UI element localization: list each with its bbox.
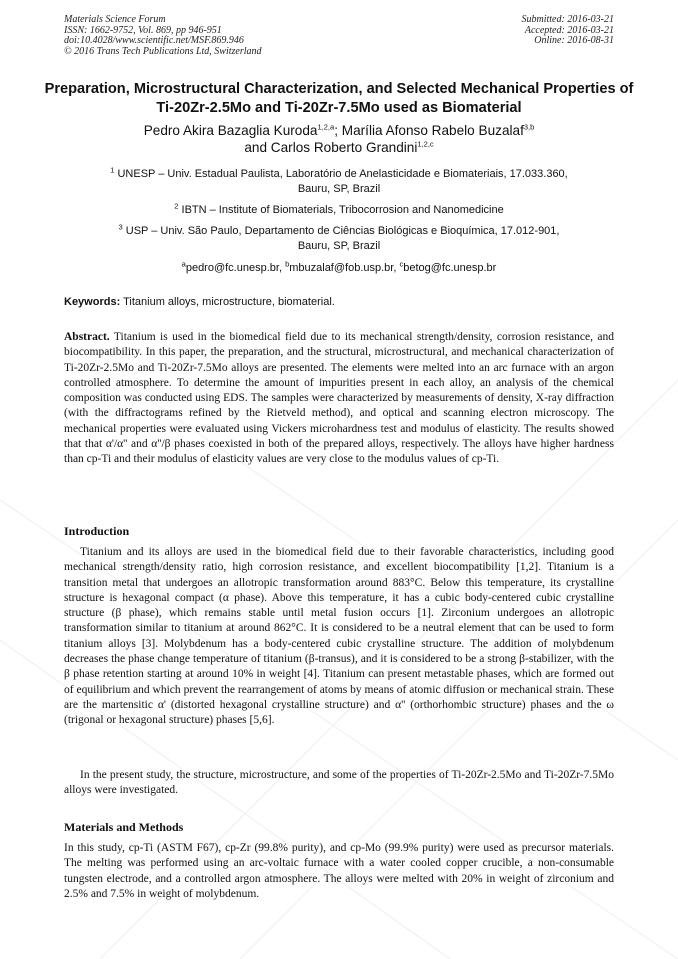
affiliation-1 (60, 167, 618, 197)
author-line-2 (40, 139, 638, 156)
keywords-text: Titanium alloys, microstructure, biomaterial. (120, 296, 335, 308)
author-separator: ; (334, 123, 342, 138)
methods-heading: Materials and Methods (64, 820, 184, 834)
publication-dates (522, 15, 615, 47)
email-c[interactable]: betog@fc.unesp.br (403, 262, 497, 274)
journal-name: Materials Science Forum (64, 14, 166, 25)
paper-title: Preparation, Microstructural Characterization, and Selected Mechanical Properties of Ti-20Zr-2.5Mo and Ti-20Zr-7.5Mo used as Biomaterial (44, 81, 634, 116)
affiliation-location: Bauru, SP, Brazil (297, 240, 381, 252)
doi: doi:10.4028/www.scientific.net/MSF.869.946 (64, 35, 244, 47)
author-line-1 (40, 122, 638, 139)
affiliation-3 (60, 224, 618, 254)
keywords-label: Keywords: (64, 296, 121, 308)
author-affiliation-mark: 1,2,a (317, 122, 335, 132)
affiliation-number: 2 (174, 201, 179, 211)
author-affiliation-mark: 1,2,c (417, 139, 434, 149)
introduction-paragraph-1: Titanium and its alloys are used in the biomedical field due to their favorable characteristics, including good mechanical strength/density ratio, high corrosion resistance, and excellent biocompatibility [1,2]. Titanium is a transition metal that undergoes an allotropic transformation around 883°C. Below this temperature, its crystalline structure is hexagonal compact (α phase). Above this temperature, it has a cubic body-centered cubic crystalline structure (β phase), which remains stable until metal fusion occurs [1]. Zirconium undergoes an allotropic transformation similar to titanium at around 862°C. It is considered to be a neutral element that can be used to form titanium alloys [3]. Molybdenum has a body-centered cubic crystalline structure. The addition of molybdenum decreases the phase change temperature of titanium (β-transus), and it is considered to be a strong β-stabilizer, with the β phase retention starting at around 10% in weight [4]. Titanium can present metastable phases, which are formed out of equilibrium and which prevent the rearrangement of atoms by means of atomic diffusion or mechanical strain. These are the martensitic α' (distorted hexagonal crystalline structure) and α'' (orthorhombic structure) phases and the ω (trigonal or hexagonal structure) phases [5,6]. (64, 546, 614, 727)
affiliation-location: Bauru, SP, Brazil (297, 183, 381, 195)
submitted-date: Submitted: 2016-03-21 (521, 14, 614, 25)
abstract (64, 330, 614, 468)
affiliation-number: 3 (118, 222, 123, 232)
email-mark: b (285, 259, 290, 269)
journal-info (64, 15, 262, 57)
email-mark: c (399, 259, 404, 269)
author-name: Marília Afonso Rabelo Buzalaf (341, 123, 524, 138)
introduction-heading: Introduction (64, 524, 130, 538)
accepted-date: Accepted: 2016-03-21 (524, 24, 614, 36)
author-name: and Carlos Roberto Grandini (244, 140, 418, 155)
affiliation-2 (60, 203, 618, 218)
methods-paragraph-1: In this study, cp-Ti (ASTM F67), cp-Zr (99.8% purity), and cp-Mo (99.9% purity) were used as precursor materials. The melting was performed using an arc-voltaic furnace with a water cooled copper crucible, a non-consumable tungsten electrode, and a controlled argon atmosphere. The alloys were melted with 20% in weight of zirconium and 2.5% and 7.5% in weight of molybdenum. (64, 842, 614, 900)
abstract-text: Titanium is used in the biomedical field due to its mechanical strength/density, corrosion resistance, and biocompatibility. In this paper, the preparation, and the structural, microstructural, and mechanical characterization of Ti-20Zr-2.5Mo and Ti-20Zr-7.5Mo alloys are presented. The elements were melted into an arc furnace with an argon controlled atmosphere. To determine the amount of impurities present in each alloy, an analysis of the chemical composition was conducted using EDS. The samples were characterized by measurements of density, X-ray diffraction (with the diffractograms refined by the Rietveld method), and optical and scanning electron microscopy. The mechanical properties were evaluated using Vickers microhardness test and modulus of elasticity. The results showed that that α'/α'' and α''/β phases coexisted in both of the prepared alloys, respectively. The alloys have higher hardness than cp-Ti and their modulus of elasticity values are very close to the modulus values of cp-Ti. (64, 331, 614, 466)
introduction-paragraph-2: In the present study, the structure, microstructure, and some of the properties of Ti-20Zr-2.5Mo and Ti-20Zr-7.5Mo alloys were investigated. (64, 769, 614, 797)
copyright: © 2016 Trans Tech Publications Ltd, Switzerland (64, 45, 262, 57)
abstract-label: Abstract. (64, 331, 110, 343)
keywords (64, 295, 614, 309)
affiliation-number: 1 (110, 165, 115, 175)
affiliation-text: IBTN – Institute of Biomaterials, Tribocorrosion and Nanomedicine (178, 204, 504, 216)
affiliation-text: UNESP – Univ. Estadual Paulista, Laboratório de Anelasticidade e Biomateriais, 17.033.360, (114, 168, 568, 180)
affiliation-text: USP – Univ. São Paulo, Departamento de Ciências Biológicas e Bioquímica, 17.012-901, (122, 225, 560, 237)
email-mark: a (181, 259, 186, 269)
email-b[interactable]: mbuzalaf@fob.usp.br, (289, 262, 400, 274)
issn-volume: ISSN: 1662-9752, Vol. 869, pp 946-951 (64, 24, 222, 36)
author-name: Pedro Akira Bazaglia Kuroda (143, 123, 318, 138)
email-a[interactable]: pedro@fc.unesp.br, (185, 262, 286, 274)
author-affiliation-mark: 3,b (523, 122, 535, 132)
author-list (40, 122, 638, 156)
email-list (60, 261, 618, 276)
online-date: Online: 2016-08-31 (534, 35, 614, 47)
